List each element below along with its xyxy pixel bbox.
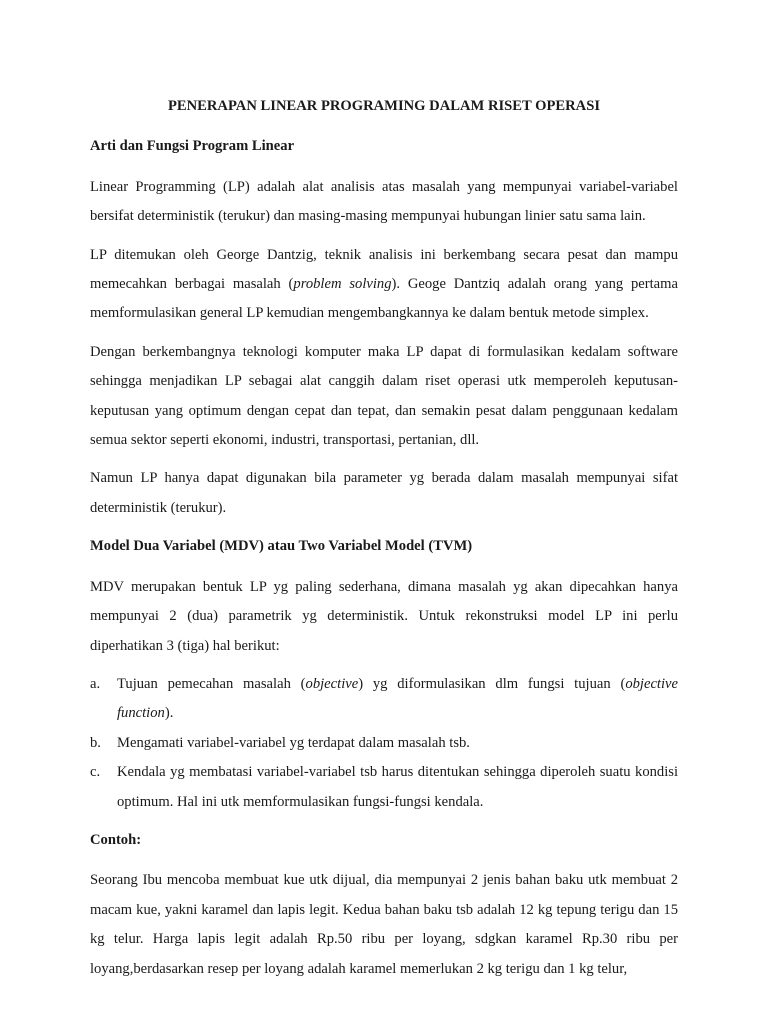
paragraph-mdv-intro: MDV merupakan bentuk LP yg paling sederhana, dimana masalah yg akan dipecahkan hanya mempunyai 2 (dua) parametrik yg deterministik. Untuk rekonstruksi model LP ini perlu diperhatikan 3 (tiga) hal berikut:: [90, 578, 678, 654]
section-heading-arti-fungsi: Arti dan Fungsi Program Linear: [90, 138, 295, 155]
mdv-requirements-list: [90, 670, 678, 817]
list-item-text: ).: [164, 705, 174, 722]
paragraph-lp-limitation: Namun LP hanya dapat digunakan bila parameter yg berada dalam masalah mempunyai sifat deterministik (terukur).: [90, 470, 678, 516]
list-item-text: Mengamati variabel-variabel yg terdapat dalam masalah tsb.: [117, 734, 470, 751]
list-item: [90, 729, 678, 758]
list-item: [90, 670, 678, 729]
document-page: [90, 92, 678, 993]
list-item-text: ) yg diformulasikan dlm fungsi tujuan (: [358, 675, 626, 692]
paragraph-lp-history-text-2: ). Geoge Dantziq adalah orang yang pertama memformulasikan general LP kemudian mengembangkannya ke dalam bentuk metode simplex.: [90, 276, 678, 322]
paragraph-lp-definition: Linear Programming (LP) adalah alat analisis atas masalah yang mempunyai variabel-variabel bersifat deterministik (terukur) dan masing-masing mempunyai hubungan linier satu sama lain.: [90, 178, 678, 225]
section-heading-mdv: Model Dua Variabel (MDV) atau Two Variabel Model (TVM): [90, 538, 473, 555]
document-title: PENERAPAN LINEAR PROGRAMING DALAM RISET OPERASI: [167, 98, 601, 114]
list-item-italic: objective function: [117, 675, 678, 722]
list-item: [90, 758, 678, 817]
list-item-marker: c.: [90, 764, 101, 781]
list-item-marker: a.: [90, 675, 101, 692]
list-item-marker: b.: [90, 734, 101, 751]
section-heading-contoh: Contoh:: [90, 831, 142, 848]
paragraph-lp-history-italic: problem solving: [293, 276, 392, 293]
list-item-text: Kendala yg membatasi variabel-variabel tsb harus ditentukan sehingga diperoleh suatu kondisi optimum. Hal ini utk memformulasikan fungsi-fungsi kendala.: [117, 764, 678, 810]
list-item-italic: objective: [305, 675, 359, 692]
paragraph-lp-history-text-1: LP ditemukan oleh George Dantzig, teknik analisis ini berkembang secara pesat dan mampu memecahkan berbagai masalah (: [90, 246, 678, 293]
paragraph-lp-history: [90, 241, 678, 329]
list-item-text: Tujuan pemecahan masalah (: [117, 675, 306, 692]
paragraph-example: Seorang Ibu mencoba membuat kue utk dijual, dia mempunyai 2 jenis bahan baku utk membuat 2 macam kue, yakni karamel dan lapis legit. Kedua bahan baku tsb adalah 12 kg tepung terigu dan 15 kg telur. Harga lapis legit adalah Rp.50 ribu per loyang, sdgkan karamel Rp.30 ribu per loyang,berdasarkan resep per loyang adalah karamel memerlukan 2 kg terigu dan 1 kg telur,: [90, 872, 678, 977]
paragraph-lp-software: Dengan berkembangnya teknologi komputer maka LP dapat di formulasikan kedalam software sehingga menjadikan LP sebagai alat canggih dalam riset operasi utk memperoleh keputusan-keputusan yang optimum dengan cepat dan tepat, dan semakin pesat dalam penggunaan kedalam semua sektor seperti ekonomi, industri, transportasi, pertanian, dll.: [90, 343, 678, 449]
